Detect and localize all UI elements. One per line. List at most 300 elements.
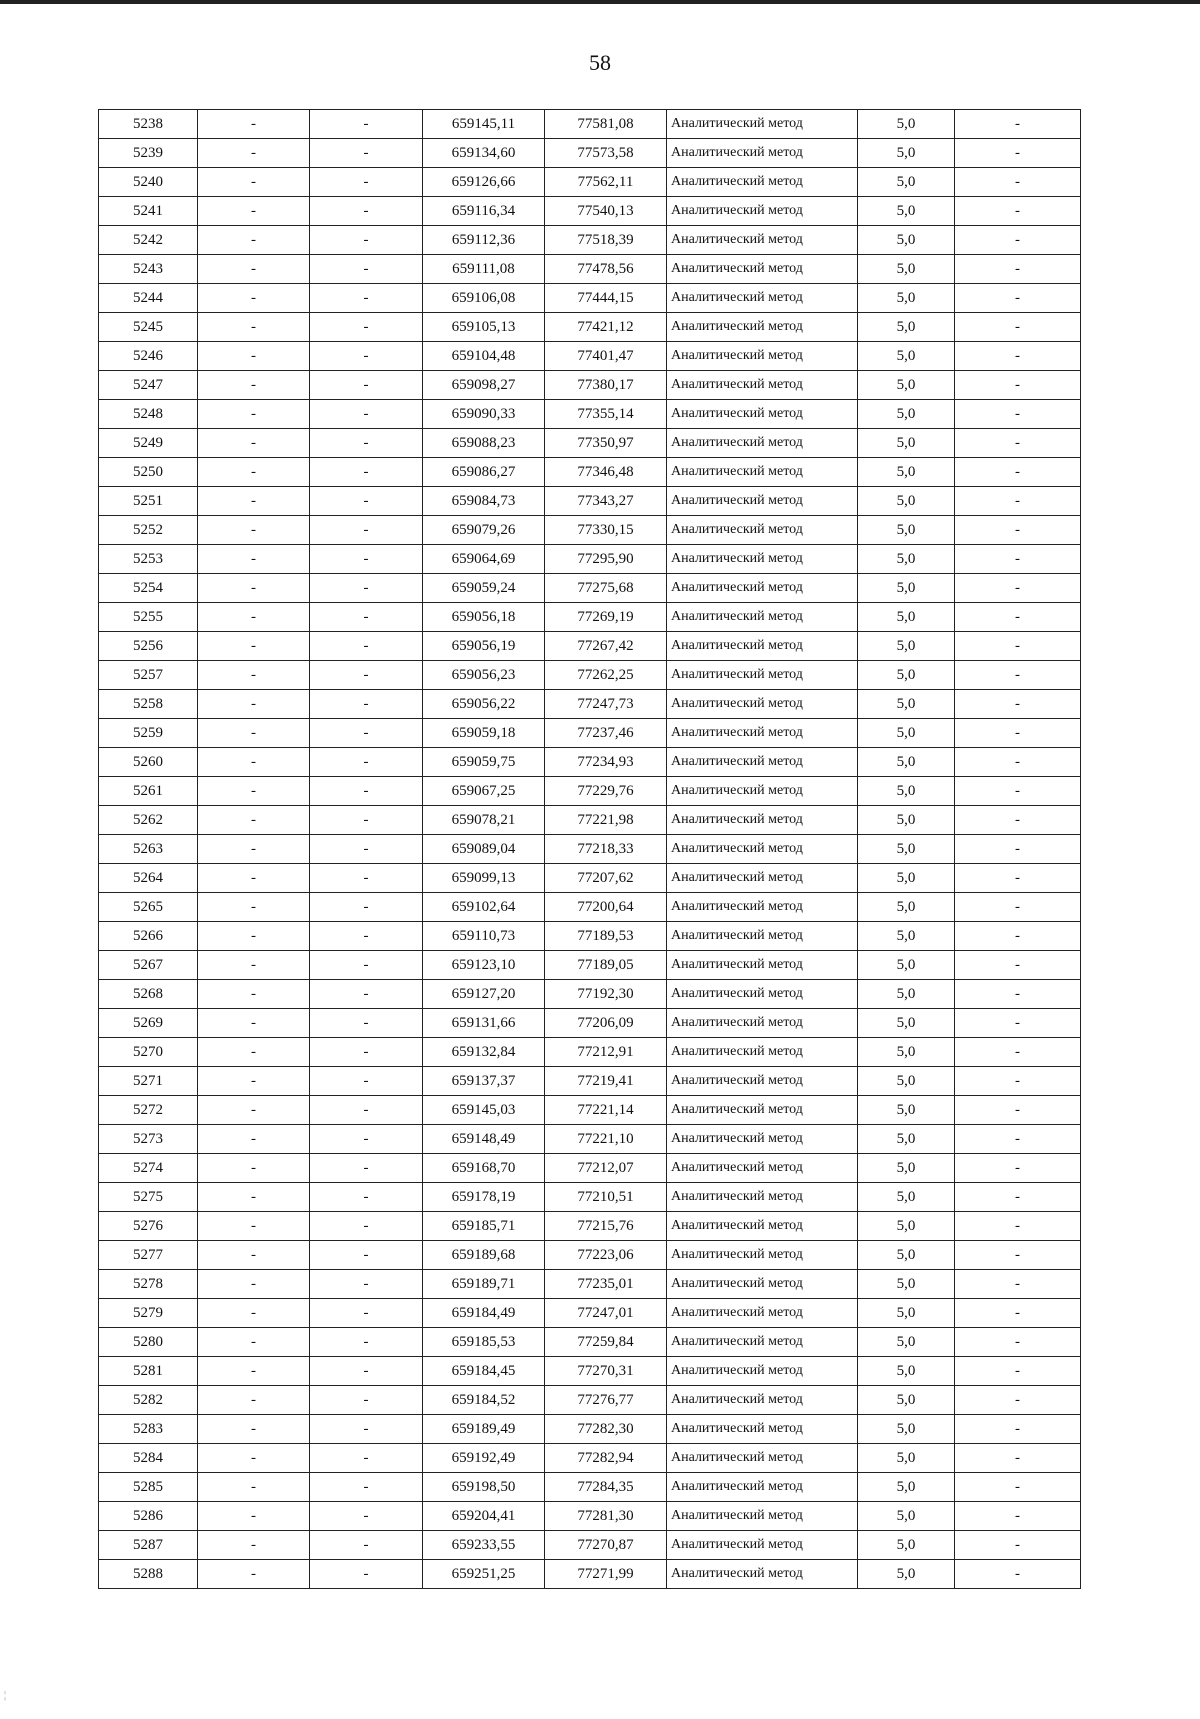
y-coordinate-cell: 77270,87 xyxy=(545,1531,667,1560)
method-cell: Аналитический метод xyxy=(667,226,858,255)
note-cell: - xyxy=(955,197,1081,226)
col3-cell: - xyxy=(310,835,423,864)
note-cell: - xyxy=(955,719,1081,748)
accuracy-cell: 5,0 xyxy=(858,371,955,400)
point-number-cell: 5276 xyxy=(99,1212,198,1241)
note-cell: - xyxy=(955,313,1081,342)
y-coordinate-cell: 77282,30 xyxy=(545,1415,667,1444)
col3-cell: - xyxy=(310,1473,423,1502)
accuracy-cell: 5,0 xyxy=(858,893,955,922)
x-coordinate-cell: 659123,10 xyxy=(423,951,545,980)
note-cell: - xyxy=(955,1328,1081,1357)
accuracy-cell: 5,0 xyxy=(858,284,955,313)
col2-cell: - xyxy=(198,1183,310,1212)
col3-cell: - xyxy=(310,1125,423,1154)
note-cell: - xyxy=(955,1125,1081,1154)
col3-cell: - xyxy=(310,1299,423,1328)
point-number-cell: 5261 xyxy=(99,777,198,806)
note-cell: - xyxy=(955,458,1081,487)
col3-cell: - xyxy=(310,400,423,429)
x-coordinate-cell: 659059,75 xyxy=(423,748,545,777)
method-cell: Аналитический метод xyxy=(667,1502,858,1531)
table-row xyxy=(99,284,1081,313)
accuracy-cell: 5,0 xyxy=(858,1357,955,1386)
point-number-cell: 5247 xyxy=(99,371,198,400)
table-row xyxy=(99,1531,1081,1560)
y-coordinate-cell: 77219,41 xyxy=(545,1067,667,1096)
y-coordinate-cell: 77275,68 xyxy=(545,574,667,603)
y-coordinate-cell: 77401,47 xyxy=(545,342,667,371)
point-number-cell: 5280 xyxy=(99,1328,198,1357)
y-coordinate-cell: 77218,33 xyxy=(545,835,667,864)
table-row xyxy=(99,226,1081,255)
x-coordinate-cell: 659056,22 xyxy=(423,690,545,719)
point-number-cell: 5242 xyxy=(99,226,198,255)
table-row xyxy=(99,835,1081,864)
col3-cell: - xyxy=(310,516,423,545)
x-coordinate-cell: 659056,19 xyxy=(423,632,545,661)
x-coordinate-cell: 659106,08 xyxy=(423,284,545,313)
accuracy-cell: 5,0 xyxy=(858,922,955,951)
accuracy-cell: 5,0 xyxy=(858,574,955,603)
note-cell: - xyxy=(955,1067,1081,1096)
col2-cell: - xyxy=(198,1415,310,1444)
point-number-cell: 5244 xyxy=(99,284,198,313)
x-coordinate-cell: 659105,13 xyxy=(423,313,545,342)
col3-cell: - xyxy=(310,1067,423,1096)
point-number-cell: 5249 xyxy=(99,429,198,458)
x-coordinate-cell: 659185,71 xyxy=(423,1212,545,1241)
col2-cell: - xyxy=(198,429,310,458)
table-row xyxy=(99,1299,1081,1328)
col2-cell: - xyxy=(198,1473,310,1502)
point-number-cell: 5239 xyxy=(99,139,198,168)
col3-cell: - xyxy=(310,574,423,603)
col2-cell: - xyxy=(198,1386,310,1415)
col3-cell: - xyxy=(310,313,423,342)
y-coordinate-cell: 77355,14 xyxy=(545,400,667,429)
table-row xyxy=(99,1183,1081,1212)
table-row xyxy=(99,864,1081,893)
accuracy-cell: 5,0 xyxy=(858,342,955,371)
col2-cell: - xyxy=(198,400,310,429)
x-coordinate-cell: 659184,45 xyxy=(423,1357,545,1386)
method-cell: Аналитический метод xyxy=(667,1415,858,1444)
accuracy-cell: 5,0 xyxy=(858,1415,955,1444)
col2-cell: - xyxy=(198,1038,310,1067)
col3-cell: - xyxy=(310,777,423,806)
y-coordinate-cell: 77259,84 xyxy=(545,1328,667,1357)
col2-cell: - xyxy=(198,1009,310,1038)
table-row xyxy=(99,110,1081,139)
col3-cell: - xyxy=(310,1531,423,1560)
col2-cell: - xyxy=(198,864,310,893)
x-coordinate-cell: 659178,19 xyxy=(423,1183,545,1212)
col2-cell: - xyxy=(198,951,310,980)
y-coordinate-cell: 77581,08 xyxy=(545,110,667,139)
x-coordinate-cell: 659233,55 xyxy=(423,1531,545,1560)
y-coordinate-cell: 77284,35 xyxy=(545,1473,667,1502)
note-cell: - xyxy=(955,1531,1081,1560)
point-number-cell: 5263 xyxy=(99,835,198,864)
y-coordinate-cell: 77478,56 xyxy=(545,255,667,284)
y-coordinate-cell: 77540,13 xyxy=(545,197,667,226)
point-number-cell: 5238 xyxy=(99,110,198,139)
point-number-cell: 5265 xyxy=(99,893,198,922)
note-cell: - xyxy=(955,1415,1081,1444)
table-row xyxy=(99,603,1081,632)
col3-cell: - xyxy=(310,1038,423,1067)
table-row xyxy=(99,1270,1081,1299)
col2-cell: - xyxy=(198,545,310,574)
table-row xyxy=(99,1560,1081,1589)
y-coordinate-cell: 77234,93 xyxy=(545,748,667,777)
x-coordinate-cell: 659127,20 xyxy=(423,980,545,1009)
col2-cell: - xyxy=(198,661,310,690)
method-cell: Аналитический метод xyxy=(667,429,858,458)
col2-cell: - xyxy=(198,197,310,226)
note-cell: - xyxy=(955,110,1081,139)
method-cell: Аналитический метод xyxy=(667,1067,858,1096)
accuracy-cell: 5,0 xyxy=(858,864,955,893)
method-cell: Аналитический метод xyxy=(667,1328,858,1357)
col3-cell: - xyxy=(310,429,423,458)
x-coordinate-cell: 659145,11 xyxy=(423,110,545,139)
method-cell: Аналитический метод xyxy=(667,719,858,748)
method-cell: Аналитический метод xyxy=(667,284,858,313)
table-row xyxy=(99,400,1081,429)
table-row xyxy=(99,980,1081,1009)
y-coordinate-cell: 77212,91 xyxy=(545,1038,667,1067)
x-coordinate-cell: 659089,04 xyxy=(423,835,545,864)
col2-cell: - xyxy=(198,748,310,777)
accuracy-cell: 5,0 xyxy=(858,980,955,1009)
x-coordinate-cell: 659059,24 xyxy=(423,574,545,603)
col2-cell: - xyxy=(198,226,310,255)
accuracy-cell: 5,0 xyxy=(858,777,955,806)
point-number-cell: 5260 xyxy=(99,748,198,777)
accuracy-cell: 5,0 xyxy=(858,1067,955,1096)
y-coordinate-cell: 77330,15 xyxy=(545,516,667,545)
y-coordinate-cell: 77223,06 xyxy=(545,1241,667,1270)
method-cell: Аналитический метод xyxy=(667,777,858,806)
table-row xyxy=(99,661,1081,690)
note-cell: - xyxy=(955,487,1081,516)
table-row xyxy=(99,516,1081,545)
method-cell: Аналитический метод xyxy=(667,139,858,168)
method-cell: Аналитический метод xyxy=(667,835,858,864)
col3-cell: - xyxy=(310,1502,423,1531)
col3-cell: - xyxy=(310,1183,423,1212)
point-number-cell: 5278 xyxy=(99,1270,198,1299)
y-coordinate-cell: 77207,62 xyxy=(545,864,667,893)
y-coordinate-cell: 77346,48 xyxy=(545,458,667,487)
table-row xyxy=(99,777,1081,806)
table-row xyxy=(99,922,1081,951)
col3-cell: - xyxy=(310,487,423,516)
note-cell: - xyxy=(955,429,1081,458)
accuracy-cell: 5,0 xyxy=(858,313,955,342)
accuracy-cell: 5,0 xyxy=(858,1560,955,1589)
x-coordinate-cell: 659132,84 xyxy=(423,1038,545,1067)
col3-cell: - xyxy=(310,1444,423,1473)
y-coordinate-cell: 77282,94 xyxy=(545,1444,667,1473)
x-coordinate-cell: 659168,70 xyxy=(423,1154,545,1183)
point-number-cell: 5270 xyxy=(99,1038,198,1067)
accuracy-cell: 5,0 xyxy=(858,1125,955,1154)
x-coordinate-cell: 659134,60 xyxy=(423,139,545,168)
table-row xyxy=(99,458,1081,487)
point-number-cell: 5251 xyxy=(99,487,198,516)
y-coordinate-cell: 77221,14 xyxy=(545,1096,667,1125)
accuracy-cell: 5,0 xyxy=(858,632,955,661)
note-cell: - xyxy=(955,1096,1081,1125)
method-cell: Аналитический метод xyxy=(667,806,858,835)
x-coordinate-cell: 659111,08 xyxy=(423,255,545,284)
col3-cell: - xyxy=(310,284,423,313)
point-number-cell: 5255 xyxy=(99,603,198,632)
col2-cell: - xyxy=(198,806,310,835)
method-cell: Аналитический метод xyxy=(667,1183,858,1212)
method-cell: Аналитический метод xyxy=(667,400,858,429)
col2-cell: - xyxy=(198,719,310,748)
y-coordinate-cell: 77421,12 xyxy=(545,313,667,342)
table-row xyxy=(99,1241,1081,1270)
method-cell: Аналитический метод xyxy=(667,371,858,400)
accuracy-cell: 5,0 xyxy=(858,1473,955,1502)
point-number-cell: 5250 xyxy=(99,458,198,487)
point-number-cell: 5277 xyxy=(99,1241,198,1270)
table-row xyxy=(99,371,1081,400)
table-row xyxy=(99,1473,1081,1502)
col3-cell: - xyxy=(310,603,423,632)
col3-cell: - xyxy=(310,1241,423,1270)
x-coordinate-cell: 659198,50 xyxy=(423,1473,545,1502)
accuracy-cell: 5,0 xyxy=(858,1444,955,1473)
x-coordinate-cell: 659056,23 xyxy=(423,661,545,690)
x-coordinate-cell: 659086,27 xyxy=(423,458,545,487)
method-cell: Аналитический метод xyxy=(667,574,858,603)
point-number-cell: 5275 xyxy=(99,1183,198,1212)
accuracy-cell: 5,0 xyxy=(858,168,955,197)
accuracy-cell: 5,0 xyxy=(858,690,955,719)
accuracy-cell: 5,0 xyxy=(858,110,955,139)
col3-cell: - xyxy=(310,864,423,893)
col3-cell: - xyxy=(310,458,423,487)
point-number-cell: 5282 xyxy=(99,1386,198,1415)
note-cell: - xyxy=(955,1009,1081,1038)
method-cell: Аналитический метод xyxy=(667,487,858,516)
note-cell: - xyxy=(955,1357,1081,1386)
method-cell: Аналитический метод xyxy=(667,922,858,951)
x-coordinate-cell: 659145,03 xyxy=(423,1096,545,1125)
note-cell: - xyxy=(955,545,1081,574)
col2-cell: - xyxy=(198,313,310,342)
col2-cell: - xyxy=(198,777,310,806)
accuracy-cell: 5,0 xyxy=(858,1009,955,1038)
note-cell: - xyxy=(955,1502,1081,1531)
table-row xyxy=(99,487,1081,516)
col2-cell: - xyxy=(198,980,310,1009)
col3-cell: - xyxy=(310,110,423,139)
method-cell: Аналитический метод xyxy=(667,516,858,545)
x-coordinate-cell: 659184,49 xyxy=(423,1299,545,1328)
accuracy-cell: 5,0 xyxy=(858,1386,955,1415)
point-number-cell: 5267 xyxy=(99,951,198,980)
y-coordinate-cell: 77221,98 xyxy=(545,806,667,835)
point-number-cell: 5273 xyxy=(99,1125,198,1154)
point-number-cell: 5285 xyxy=(99,1473,198,1502)
note-cell: - xyxy=(955,1038,1081,1067)
table-row xyxy=(99,313,1081,342)
method-cell: Аналитический метод xyxy=(667,748,858,777)
method-cell: Аналитический метод xyxy=(667,168,858,197)
table-row xyxy=(99,1502,1081,1531)
col2-cell: - xyxy=(198,1125,310,1154)
point-number-cell: 5272 xyxy=(99,1096,198,1125)
table-row xyxy=(99,545,1081,574)
col3-cell: - xyxy=(310,1270,423,1299)
note-cell: - xyxy=(955,255,1081,284)
y-coordinate-cell: 77269,19 xyxy=(545,603,667,632)
table-row xyxy=(99,719,1081,748)
col3-cell: - xyxy=(310,632,423,661)
y-coordinate-cell: 77212,07 xyxy=(545,1154,667,1183)
col3-cell: - xyxy=(310,545,423,574)
col2-cell: - xyxy=(198,574,310,603)
x-coordinate-cell: 659189,49 xyxy=(423,1415,545,1444)
point-number-cell: 5256 xyxy=(99,632,198,661)
point-number-cell: 5268 xyxy=(99,980,198,1009)
col3-cell: - xyxy=(310,806,423,835)
table-row xyxy=(99,893,1081,922)
col2-cell: - xyxy=(198,342,310,371)
point-number-cell: 5248 xyxy=(99,400,198,429)
point-number-cell: 5284 xyxy=(99,1444,198,1473)
note-cell: - xyxy=(955,1212,1081,1241)
x-coordinate-cell: 659189,68 xyxy=(423,1241,545,1270)
col2-cell: - xyxy=(198,893,310,922)
note-cell: - xyxy=(955,1560,1081,1589)
note-cell: - xyxy=(955,226,1081,255)
x-coordinate-cell: 659116,34 xyxy=(423,197,545,226)
method-cell: Аналитический метод xyxy=(667,1560,858,1589)
x-coordinate-cell: 659059,18 xyxy=(423,719,545,748)
point-number-cell: 5264 xyxy=(99,864,198,893)
y-coordinate-cell: 77573,58 xyxy=(545,139,667,168)
accuracy-cell: 5,0 xyxy=(858,545,955,574)
col2-cell: - xyxy=(198,284,310,313)
accuracy-cell: 5,0 xyxy=(858,429,955,458)
y-coordinate-cell: 77518,39 xyxy=(545,226,667,255)
accuracy-cell: 5,0 xyxy=(858,1531,955,1560)
table-row xyxy=(99,429,1081,458)
table-row xyxy=(99,1386,1081,1415)
col2-cell: - xyxy=(198,255,310,284)
accuracy-cell: 5,0 xyxy=(858,1241,955,1270)
table-row xyxy=(99,632,1081,661)
x-coordinate-cell: 659088,23 xyxy=(423,429,545,458)
col3-cell: - xyxy=(310,893,423,922)
point-number-cell: 5269 xyxy=(99,1009,198,1038)
method-cell: Аналитический метод xyxy=(667,197,858,226)
note-cell: - xyxy=(955,1444,1081,1473)
method-cell: Аналитический метод xyxy=(667,1212,858,1241)
table-row xyxy=(99,139,1081,168)
method-cell: Аналитический метод xyxy=(667,458,858,487)
table-row xyxy=(99,1357,1081,1386)
method-cell: Аналитический метод xyxy=(667,980,858,1009)
table-row xyxy=(99,255,1081,284)
point-number-cell: 5279 xyxy=(99,1299,198,1328)
note-cell: - xyxy=(955,951,1081,980)
accuracy-cell: 5,0 xyxy=(858,139,955,168)
point-number-cell: 5259 xyxy=(99,719,198,748)
note-cell: - xyxy=(955,1299,1081,1328)
y-coordinate-cell: 77343,27 xyxy=(545,487,667,516)
method-cell: Аналитический метод xyxy=(667,1154,858,1183)
method-cell: Аналитический метод xyxy=(667,864,858,893)
col3-cell: - xyxy=(310,690,423,719)
note-cell: - xyxy=(955,516,1081,545)
y-coordinate-cell: 77247,73 xyxy=(545,690,667,719)
x-coordinate-cell: 659131,66 xyxy=(423,1009,545,1038)
col2-cell: - xyxy=(198,603,310,632)
coordinates-table xyxy=(98,109,1081,1589)
point-number-cell: 5254 xyxy=(99,574,198,603)
point-number-cell: 5271 xyxy=(99,1067,198,1096)
accuracy-cell: 5,0 xyxy=(858,400,955,429)
method-cell: Аналитический метод xyxy=(667,661,858,690)
method-cell: Аналитический метод xyxy=(667,342,858,371)
method-cell: Аналитический метод xyxy=(667,1386,858,1415)
col3-cell: - xyxy=(310,1096,423,1125)
y-coordinate-cell: 77215,76 xyxy=(545,1212,667,1241)
table-row xyxy=(99,1212,1081,1241)
method-cell: Аналитический метод xyxy=(667,1096,858,1125)
x-coordinate-cell: 659189,71 xyxy=(423,1270,545,1299)
table-row xyxy=(99,806,1081,835)
note-cell: - xyxy=(955,748,1081,777)
accuracy-cell: 5,0 xyxy=(858,719,955,748)
accuracy-cell: 5,0 xyxy=(858,1328,955,1357)
col3-cell: - xyxy=(310,1386,423,1415)
col2-cell: - xyxy=(198,1328,310,1357)
col2-cell: - xyxy=(198,1067,310,1096)
method-cell: Аналитический метод xyxy=(667,255,858,284)
accuracy-cell: 5,0 xyxy=(858,255,955,284)
col3-cell: - xyxy=(310,719,423,748)
method-cell: Аналитический метод xyxy=(667,1473,858,1502)
x-coordinate-cell: 659126,66 xyxy=(423,168,545,197)
point-number-cell: 5257 xyxy=(99,661,198,690)
y-coordinate-cell: 77444,15 xyxy=(545,284,667,313)
table-row xyxy=(99,690,1081,719)
col3-cell: - xyxy=(310,980,423,1009)
note-cell: - xyxy=(955,661,1081,690)
col3-cell: - xyxy=(310,371,423,400)
y-coordinate-cell: 77210,51 xyxy=(545,1183,667,1212)
col3-cell: - xyxy=(310,226,423,255)
y-coordinate-cell: 77295,90 xyxy=(545,545,667,574)
method-cell: Аналитический метод xyxy=(667,110,858,139)
col3-cell: - xyxy=(310,1328,423,1357)
x-coordinate-cell: 659098,27 xyxy=(423,371,545,400)
col3-cell: - xyxy=(310,1415,423,1444)
col3-cell: - xyxy=(310,342,423,371)
method-cell: Аналитический метод xyxy=(667,603,858,632)
accuracy-cell: 5,0 xyxy=(858,1096,955,1125)
